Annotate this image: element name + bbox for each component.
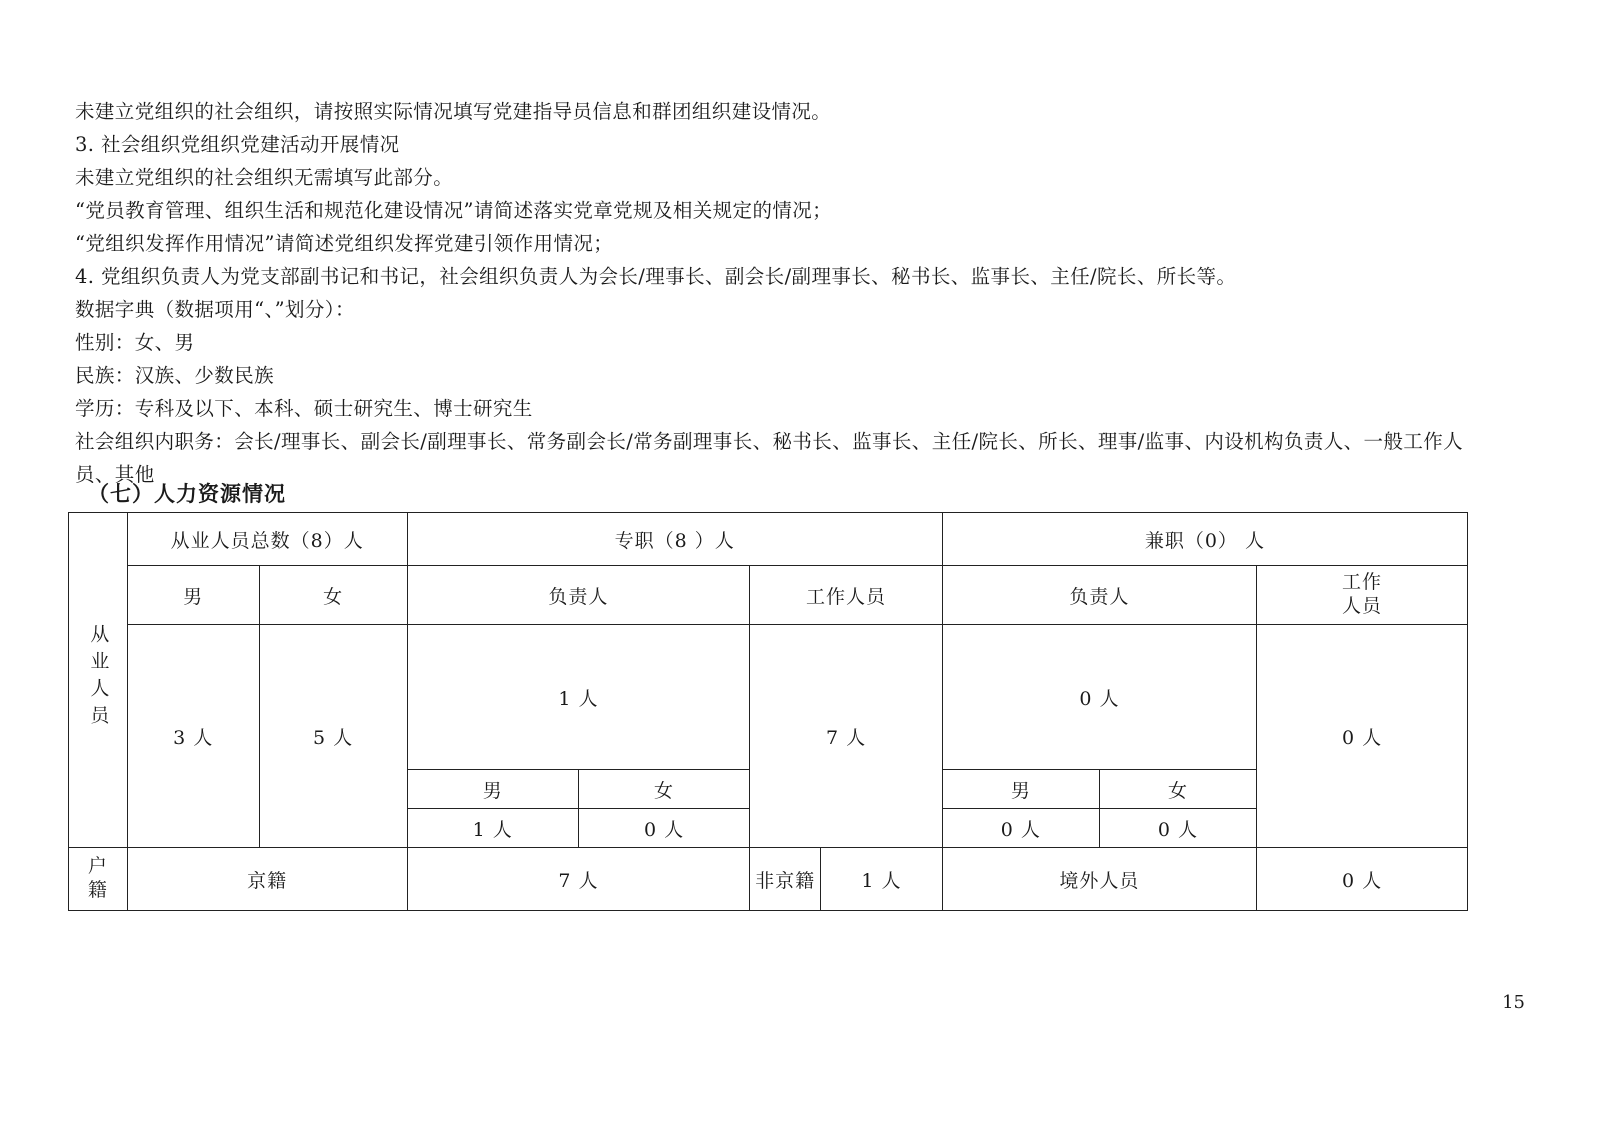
label-male: 男: [408, 770, 579, 809]
paragraph: 未建立党组织的社会组织，请按照实际情况填写党建指导员信息和群团组织建设情况。: [75, 100, 832, 123]
table-row: [408, 770, 750, 809]
value-fulltime-staff: 7 人: [750, 625, 943, 848]
subheader-parttime-staff: 工作 人员: [1257, 566, 1468, 625]
subheader-fulltime-staff: 工作人员: [750, 566, 943, 625]
table-row: [69, 848, 1468, 911]
paragraph: 民族：汉族、少数民族: [75, 364, 275, 387]
table-row: [69, 513, 1468, 566]
subheader-female: 女: [259, 566, 407, 625]
subheader-male: 男: [127, 566, 259, 625]
paragraph: 社会组织内职务：会长/理事长、副会长/副理事长、常务副会长/常务副理事长、秘书长、监事长、主任/院长、所长、理事/监事、内设机构负责人、一般工作人员、其他: [75, 430, 1464, 486]
table-row: [69, 625, 1468, 770]
household-nonbeijing-value: 1 人: [821, 848, 943, 911]
parttime-leader-gender-table: [943, 770, 1256, 847]
paragraph: 4. 党组织负责人为党支部副书记和书记，社会组织负责人为会长/理事长、副会长/副理事长、秘书长、监事长、主任/院长、所长等。: [75, 265, 1237, 288]
row-label-household: 户 籍: [69, 848, 128, 911]
row-label-employees: [69, 513, 128, 848]
value-female: 0 人: [1099, 809, 1256, 848]
table-row: [943, 770, 1256, 809]
value-parttime-staff: 0 人: [1257, 625, 1468, 848]
header-fulltime: 专职（8 ）人: [407, 513, 942, 566]
value-total-male: 3 人: [127, 625, 259, 848]
section-title: （七）人力资源情况: [88, 481, 286, 506]
row-label-employees-text: 从业人员: [87, 623, 110, 732]
household-nonbeijing-label: 非京籍: [750, 848, 821, 911]
label-male: 男: [943, 770, 1100, 809]
fulltime-leader-gender-table: [408, 770, 750, 847]
subheader-parttime-leader: 负责人: [942, 566, 1256, 625]
body-text-block: [75, 95, 1495, 491]
label-female: 女: [578, 770, 749, 809]
human-resources-table: [68, 512, 1468, 911]
table-row: [69, 566, 1468, 625]
household-overseas-value: 0 人: [1257, 848, 1468, 911]
page-number: 15: [1502, 992, 1525, 1013]
label-female: 女: [1099, 770, 1256, 809]
value-male: 0 人: [943, 809, 1100, 848]
table-row: [943, 809, 1256, 848]
household-overseas-label: 境外人员: [942, 848, 1256, 911]
paragraph: 数据字典（数据项用“、”划分）：: [75, 298, 355, 321]
household-beijing-value: 7 人: [407, 848, 750, 911]
paragraph: 3. 社会组织党组织党建活动开展情况: [75, 133, 400, 156]
value-female: 0 人: [578, 809, 749, 848]
value-fulltime-leader: 1 人: [407, 625, 750, 770]
paragraph: 性别：女、男: [75, 331, 195, 354]
paragraph: 未建立党组织的社会组织无需填写此部分。: [75, 166, 454, 189]
table-row: [408, 809, 750, 848]
paragraph: “党组织发挥作用情况”请简述党组织发挥党建引领作用情况；: [75, 232, 614, 255]
value-male: 1 人: [408, 809, 579, 848]
value-parttime-leader: 0 人: [942, 625, 1256, 770]
paragraph: 学历：专科及以下、本科、硕士研究生、博士研究生: [75, 397, 533, 420]
subheader-fulltime-leader: 负责人: [407, 566, 750, 625]
fulltime-leader-gender-block: [407, 770, 750, 848]
household-beijing-label: 京籍: [127, 848, 407, 911]
header-total-staff: 从业人员总数（8）人: [127, 513, 407, 566]
value-total-female: 5 人: [259, 625, 407, 848]
header-parttime: 兼职（0） 人: [942, 513, 1467, 566]
parttime-leader-gender-block: [942, 770, 1256, 848]
paragraph: “党员教育管理、组织生活和规范化建设情况”请简述落实党章党规及相关规定的情况；: [75, 199, 833, 222]
